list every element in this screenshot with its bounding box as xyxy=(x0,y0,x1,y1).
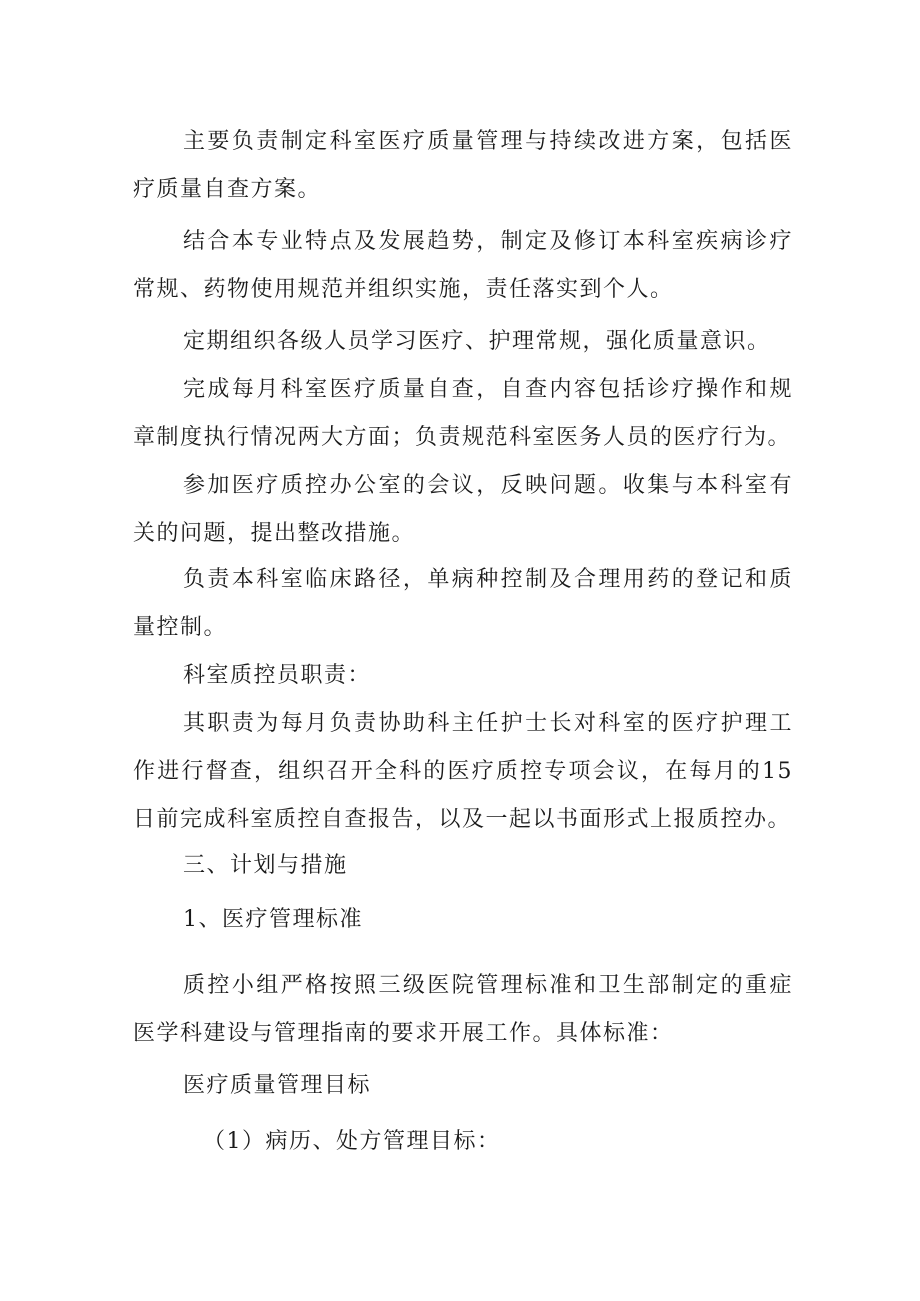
paragraph-diagnosis-norms: 结合本专业特点及发展趋势，制定及修订本科室疾病诊疗常规、药物使用规范并组织实施，责任落实到个人。 xyxy=(133,229,793,302)
paragraph-clinical-pathway: 负责本科室临床路径，单病种控制及合理用药的登记和质量控制。 xyxy=(133,567,793,640)
paragraph-qc-staff-duties: 其职责为每月负责协助科主任护士长对科室的医疗护理工作进行督查，组织召开全科的医疗质控专项会议，在每月的15日前完成科室质控自查报告，以及一起以书面形式上报质控办。 xyxy=(133,711,793,832)
paragraph-qc-staff-heading: 科室质控员职责： xyxy=(183,663,372,688)
paragraph-quality-plan: 主要负责制定科室医疗质量管理与持续改进方案，包括医疗质量自查方案。 xyxy=(133,129,793,202)
paragraph-self-check: 完成每月科室医疗质量自查，自查内容包括诊疗操作和规章制度执行情况两大方面；负责规范科室医务人员的医疗行为。 xyxy=(133,377,793,450)
subsection-heading-standards: 1、医疗管理标准 xyxy=(183,907,363,932)
paragraph-quality-goals: 医疗质量管理目标 xyxy=(183,1073,372,1098)
paragraph-standards: 质控小组严格按照三级医院管理标准和卫生部制定的重症医学科建设与管理指南的要求开展工作。具体标准： xyxy=(133,973,793,1046)
section-heading-plan: 三、计划与措施 xyxy=(183,853,348,878)
list-item-records-goals: （1）病历、处方管理目标： xyxy=(203,1129,501,1154)
paragraph-meetings: 参加医疗质控办公室的会议，反映问题。收集与本科室有关的问题，提出整改措施。 xyxy=(133,473,793,546)
paragraph-training: 定期组织各级人员学习医疗、护理常规，强化质量意识。 xyxy=(183,329,771,354)
